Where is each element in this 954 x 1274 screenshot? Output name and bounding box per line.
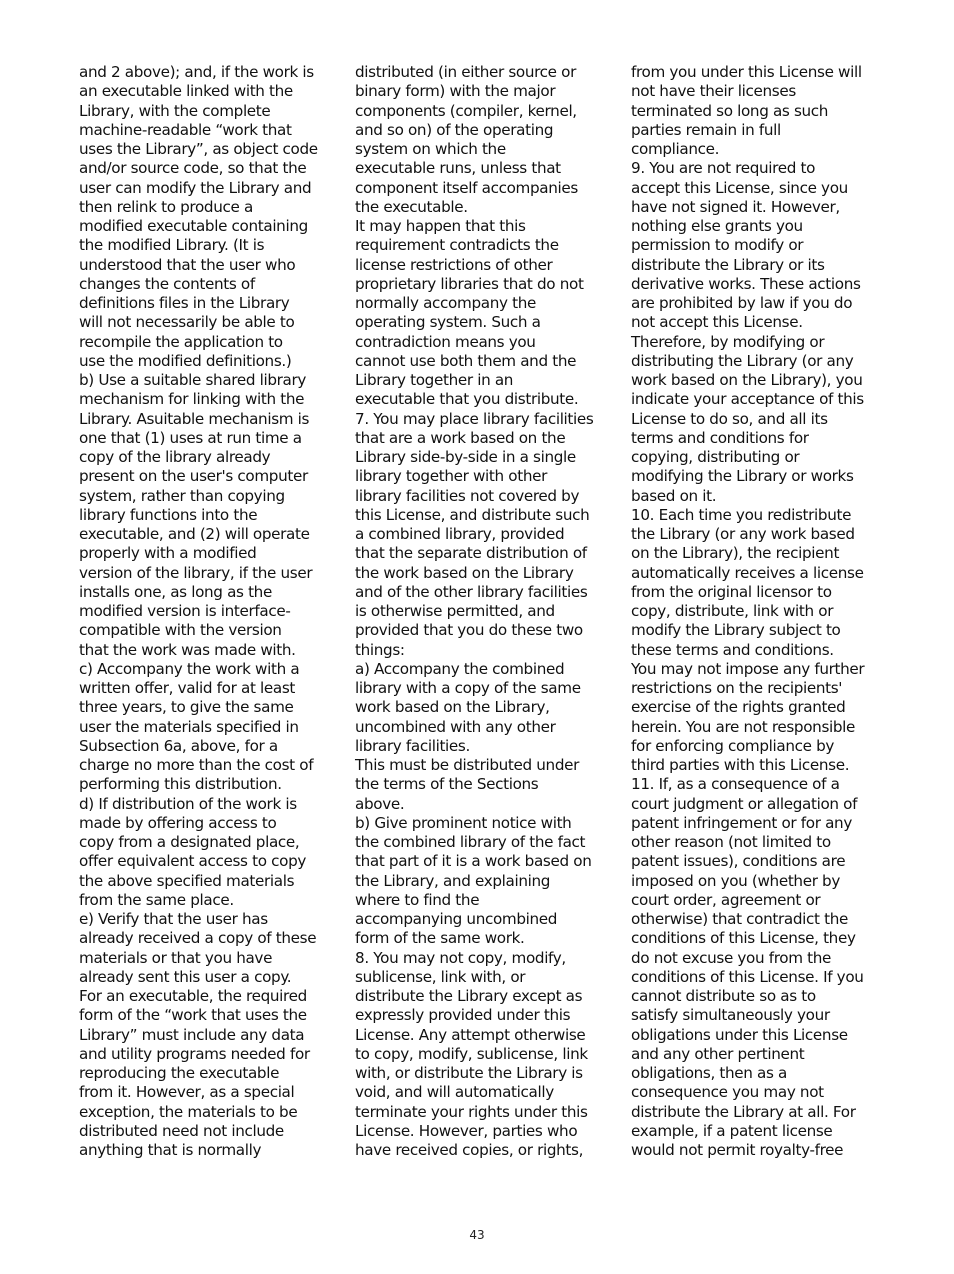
text-line: would not permit royalty-free (631, 1141, 844, 1159)
text-line: terminated so long as such (631, 101, 829, 120)
text-line: sublicense, link with, or (355, 967, 526, 986)
text-line: have received copies, or rights, (355, 1141, 584, 1159)
text-line: cannot distribute so as to (631, 987, 816, 1005)
text-line: 10. Each time you redistribute (631, 505, 852, 524)
text-line: to copy, modify, sublicense, link (355, 1044, 588, 1063)
text-line: and 2 above); and, if the work is (79, 63, 314, 81)
text-line: from it. However, as a special (79, 1083, 295, 1102)
text-line: 8. You may not copy, modify, (355, 948, 566, 967)
text-line: form of the “work that uses the (79, 1006, 307, 1025)
text-line: the above specified materials (79, 871, 295, 890)
text-line: d) If distribution of the work is (79, 794, 297, 813)
text-line: uses the Library”, as object code (79, 140, 318, 158)
text-line: modified executable containing (79, 217, 308, 235)
text-line: patent issues), conditions are (631, 852, 846, 871)
text-line: not accept this License. (631, 313, 803, 332)
text-line: 11. If, as a consequence of a (631, 775, 840, 794)
text-line: are prohibited by law if you do (631, 294, 853, 312)
text-line: the modified Library. (It is (79, 236, 265, 255)
text-line: that the separate distribution of (355, 544, 587, 563)
text-line: then relink to produce a (79, 197, 253, 216)
text-column-3 (631, 63, 879, 1160)
text-line: requirement contradicts the (355, 236, 559, 255)
text-line: modify the Library subject to (631, 621, 841, 640)
text-line: installs one, as long as the (79, 582, 272, 601)
text-line: library together with other (355, 467, 547, 486)
text-line: and so on) of the operating (355, 120, 554, 139)
text-line: satisfy simultaneously your (631, 1006, 830, 1025)
text-line: from the original licensor to (631, 582, 832, 601)
text-line: properly with a modified (79, 544, 257, 563)
text-line: distributed (in either source or (355, 63, 576, 81)
text-line: anything that is normally (79, 1141, 262, 1159)
text-line: user the materials specified in (79, 717, 299, 736)
text-line: performing this distribution. (79, 775, 282, 794)
text-line: compatible with the version (79, 621, 282, 640)
text-line: that are a work based on the (355, 428, 566, 447)
text-line: exception, the materials to be (79, 1102, 298, 1121)
text-line: modified version is interface- (79, 602, 291, 620)
text-line: work based on the Library, (355, 698, 550, 717)
text-line: these terms and conditions. (631, 640, 834, 659)
text-line: is otherwise permitted, and (355, 602, 555, 620)
text-line: recompile the application to (79, 332, 283, 351)
text-line: Library” must include any data (79, 1025, 305, 1044)
text-line: void, and will automatically (355, 1083, 554, 1102)
text-line: Library, with the complete (79, 101, 271, 120)
text-line: do not excuse you from the (631, 948, 832, 967)
text-line: use the modified definitions.) (79, 351, 292, 370)
text-line: obligations under this License (631, 1025, 848, 1044)
text-line: distribute the Library except as (355, 987, 583, 1005)
text-line: b) Give prominent notice with (355, 813, 572, 832)
text-line: things: (355, 640, 405, 659)
text-line: charge no more than the cost of (79, 756, 314, 774)
text-line: distributing the Library (or any (631, 351, 854, 370)
text-line: This must be distributed under (355, 756, 579, 774)
text-line: contradiction means you (355, 332, 536, 351)
text-line: user can modify the Library and (79, 178, 312, 197)
text-line: mechanism for linking with the (79, 390, 305, 409)
text-line: above. (355, 794, 405, 813)
text-line: court judgment or allegation of (631, 794, 858, 813)
text-line: for enforcing compliance by (631, 736, 835, 755)
text-line: Library together in an (355, 371, 514, 389)
text-line: component itself accompanies (355, 178, 578, 197)
text-line: conditions of this License. If you (631, 967, 864, 986)
text-line: changes the contents of (79, 274, 255, 293)
text-line: distribute the Library or its (631, 255, 825, 274)
text-line: definitions files in the Library (79, 294, 290, 312)
text-line: library functions into the (79, 505, 258, 524)
text-line: materials or that you have (79, 948, 273, 967)
text-line: version of the library, if the user (79, 563, 313, 582)
text-line: It may happen that this (355, 217, 526, 235)
text-column-2 (355, 63, 603, 1160)
text-line: understood that the user who (79, 255, 296, 274)
text-line: from the same place. (79, 890, 234, 909)
text-line: copy, distribute, link with or (631, 602, 834, 620)
text-line: the combined library of the fact (355, 833, 586, 851)
text-line: proprietary libraries that do not (355, 274, 584, 293)
text-line: Library side-by-side in a single (355, 448, 576, 466)
text-line: License to do so, and all its (631, 409, 828, 428)
text-line: third parties with this License. (631, 756, 850, 774)
text-line: herein. You are not responsible (631, 717, 856, 736)
text-line: consequence you may not (631, 1083, 824, 1102)
text-line: License. However, parties who (355, 1121, 578, 1140)
text-line: accompanying uncombined (355, 910, 558, 928)
text-line: that the work was made with. (79, 640, 296, 659)
text-line: distributed need not include (79, 1121, 284, 1140)
text-line: and of the other library facilities (355, 582, 588, 601)
page-number: 43 (469, 1228, 485, 1242)
text-line: restrictions on the recipients' (631, 679, 843, 697)
text-line: the work based on the Library (355, 563, 574, 582)
text-line: the Library (or any work based (631, 525, 855, 543)
text-line: operating system. Such a (355, 313, 541, 332)
text-line: You may not impose any further (631, 659, 865, 678)
text-line: offer equivalent access to copy (79, 852, 306, 871)
text-line: other reason (not limited to (631, 833, 831, 851)
text-line: written offer, valid for at least (79, 679, 296, 697)
text-line: 9. You are not required to (631, 159, 816, 178)
text-line: have not signed it. However, (631, 197, 840, 216)
text-line: Therefore, by modifying or (631, 332, 825, 351)
text-line: e) Verify that the user has (79, 910, 268, 928)
text-line: copy from a designated place, (79, 833, 300, 851)
text-line: this License, and distribute such (355, 505, 590, 524)
text-line: three years, to give the same (79, 698, 294, 717)
text-line: binary form) with the major (355, 82, 556, 101)
text-line: copying, distributing or (631, 448, 800, 466)
text-line: where to find the (355, 890, 480, 909)
text-line: provided that you do these two (355, 621, 583, 640)
text-line: uncombined with any other (355, 717, 556, 736)
text-line: modifying the Library or works (631, 467, 854, 486)
text-line: the executable. (355, 197, 468, 216)
text-line: Subsection 6a, above, for a (79, 736, 278, 755)
text-line: made by offering access to (79, 813, 277, 832)
text-line: work based on the Library), you (631, 371, 863, 389)
text-line: machine-readable “work that (79, 120, 292, 139)
text-line: library facilities. (355, 736, 470, 755)
text-line: copy of the library already (79, 448, 271, 466)
text-line: already received a copy of these (79, 929, 317, 948)
text-line: executable that you distribute. (355, 390, 579, 409)
text-line: permission to modify or (631, 236, 804, 255)
text-line: system on which the (355, 140, 506, 158)
text-line: that part of it is a work based on (355, 852, 592, 871)
text-line: license restrictions of other (355, 255, 553, 274)
text-line: library facilities not covered by (355, 486, 580, 505)
text-line: on the Library), the recipient (631, 544, 840, 563)
text-line: and any other pertinent (631, 1044, 805, 1063)
text-line: License. Any attempt otherwise (355, 1025, 586, 1044)
text-line: distribute the Library at all. For (631, 1102, 856, 1121)
text-line: Library. Asuitable mechanism is (79, 409, 310, 428)
text-line: already sent this user a copy. (79, 967, 292, 986)
text-line: and/or source code, so that the (79, 159, 307, 178)
text-line: exercise of the rights granted (631, 698, 846, 717)
text-line: patent infringement or for any (631, 813, 852, 832)
text-line: system, rather than copying (79, 486, 285, 505)
text-line: executable runs, unless that (355, 159, 561, 178)
text-line: and utility programs needed for (79, 1044, 310, 1063)
text-line: based on it. (631, 486, 717, 505)
text-line: form of the same work. (355, 929, 525, 948)
text-line: imposed on you (whether by (631, 871, 840, 890)
text-line: executable, and (2) will operate (79, 525, 310, 543)
text-line: one that (1) uses at run time a (79, 428, 302, 447)
text-line: expressly provided under this (355, 1006, 571, 1025)
text-line: an executable linked with the (79, 82, 293, 101)
text-line: indicate your acceptance of this (631, 390, 864, 409)
text-line: terminate your rights under this (355, 1102, 588, 1121)
text-line: obligations, then as a (631, 1064, 788, 1082)
text-line: For an executable, the required (79, 987, 307, 1005)
text-line: court order, agreement or (631, 890, 821, 909)
text-line: reproducing the executable (79, 1064, 280, 1082)
text-line: cannot use both them and the (355, 351, 577, 370)
text-line: the terms of the Sections (355, 775, 539, 794)
text-line: automatically receives a license (631, 563, 864, 582)
text-line: example, if a patent license (631, 1121, 833, 1140)
text-line: derivative works. These actions (631, 274, 861, 293)
text-line: the Library, and explaining (355, 871, 551, 890)
text-line: from you under this License will (631, 63, 862, 81)
text-line: library with a copy of the same (355, 679, 581, 697)
text-line: components (compiler, kernel, (355, 101, 577, 120)
text-line: normally accompany the (355, 294, 536, 312)
text-line: accept this License, since you (631, 178, 848, 197)
text-line: conditions of this License, they (631, 929, 856, 948)
text-line: present on the user's computer (79, 467, 308, 486)
text-line: not have their licenses (631, 82, 796, 101)
text-line: nothing else grants you (631, 217, 803, 235)
text-line: a) Accompany the combined (355, 659, 565, 678)
text-line: 7. You may place library facilities (355, 409, 594, 428)
text-line: terms and conditions for (631, 428, 809, 447)
text-line: otherwise) that contradict the (631, 910, 848, 928)
text-line: parties remain in full (631, 120, 781, 139)
text-line: b) Use a suitable shared library (79, 371, 307, 389)
text-line: with, or distribute the Library is (355, 1064, 583, 1082)
text-line: c) Accompany the work with a (79, 659, 300, 678)
text-line: a combined library, provided (355, 525, 565, 543)
text-line: compliance. (631, 140, 720, 158)
text-column-1 (79, 63, 327, 1160)
text-line: will not necessarily be able to (79, 313, 295, 332)
